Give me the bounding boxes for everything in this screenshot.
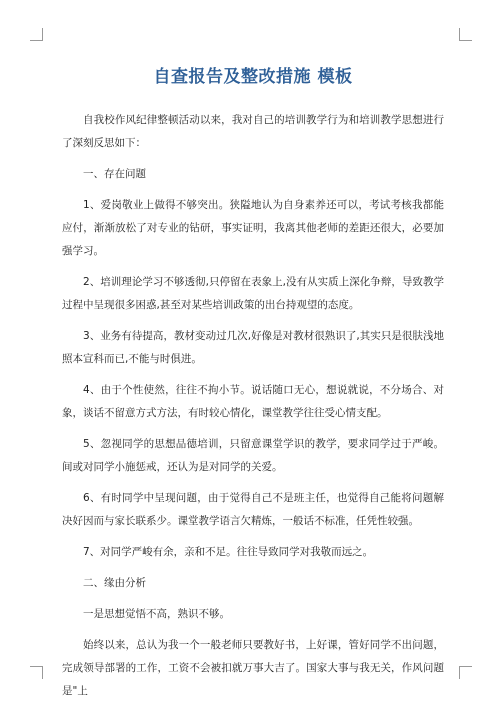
page-corner-mark-top-left [30, 28, 43, 41]
page-corner-mark-bottom-right [459, 666, 472, 679]
paragraph-cause-1-detail: 始终以来，总认为我一个一般老师只要教好书，上好课，管好同学不出问题，完成领导部署的工作，工资不会被扣就万事大吉了。国家大事与我无关，作风问题是"上 [62, 639, 444, 697]
section-heading-causes: 二、缘由分析 [83, 577, 146, 589]
paragraph-problem-5: 5、忽视同学的思想品德培训，只留意课堂学识的教学，要求同学过于严峻。间或对同学小施惩戒，还认为是对同学的关爱。 [62, 438, 444, 473]
paragraph-problem-4: 4、由于个性使然，往往不拘小节。说话随口无心，想说就说，不分场合、对象，谈话不留意方式方法，有时较心情化，课堂教学往往受心情支配。 [62, 384, 444, 419]
page-corner-mark-bottom-left [30, 666, 43, 679]
document-page [62, 62, 444, 711]
section-heading-problems: 一、存在问题 [83, 168, 146, 180]
paragraph-problem-1: 1、爱岗敬业上做得不够突出。狭隘地认为自身素养还可以，考试考核我都能应付，渐渐放松了对专业的钻研，事实证明，我离其他老师的差距还很大，必要加强学习。 [62, 199, 444, 257]
paragraph-problem-7: 7、对同学严峻有余，亲和不足。往往导致同学对我敬而远之。 [83, 546, 374, 558]
paragraph-intro: 自我校作风纪律整顿活动以来，我对自己的培训教学行为和培训教学思想进行了深刻反思如下： [62, 114, 444, 149]
paragraph-cause-1: 一是思想觉悟不高，熟识不够。 [83, 608, 230, 620]
paragraph-problem-3: 3、业务有待提高，教材变动过几次,好像是对教材很熟识了,其实只是很肤浅地照本宣科而已,不能与时俱进。 [62, 330, 444, 365]
document-title: 自查报告及整改措施 模板 [153, 67, 353, 87]
paragraph-problem-2: 2、培训理论学习不够透彻,只停留在表象上,没有从实质上深化争辩，导致教学过程中呈现很多困惑,甚至对某些培训政策的出台持观望的态度。 [62, 276, 444, 311]
paragraph-problem-6: 6、有时同学中呈现问题，由于觉得自己不是班主任，也觉得自己能将问题解决好因而与家长联系少。课堂教学语言欠精炼，一般话不标准，任凭性较强。 [62, 492, 444, 527]
page-corner-mark-top-right [459, 28, 472, 41]
